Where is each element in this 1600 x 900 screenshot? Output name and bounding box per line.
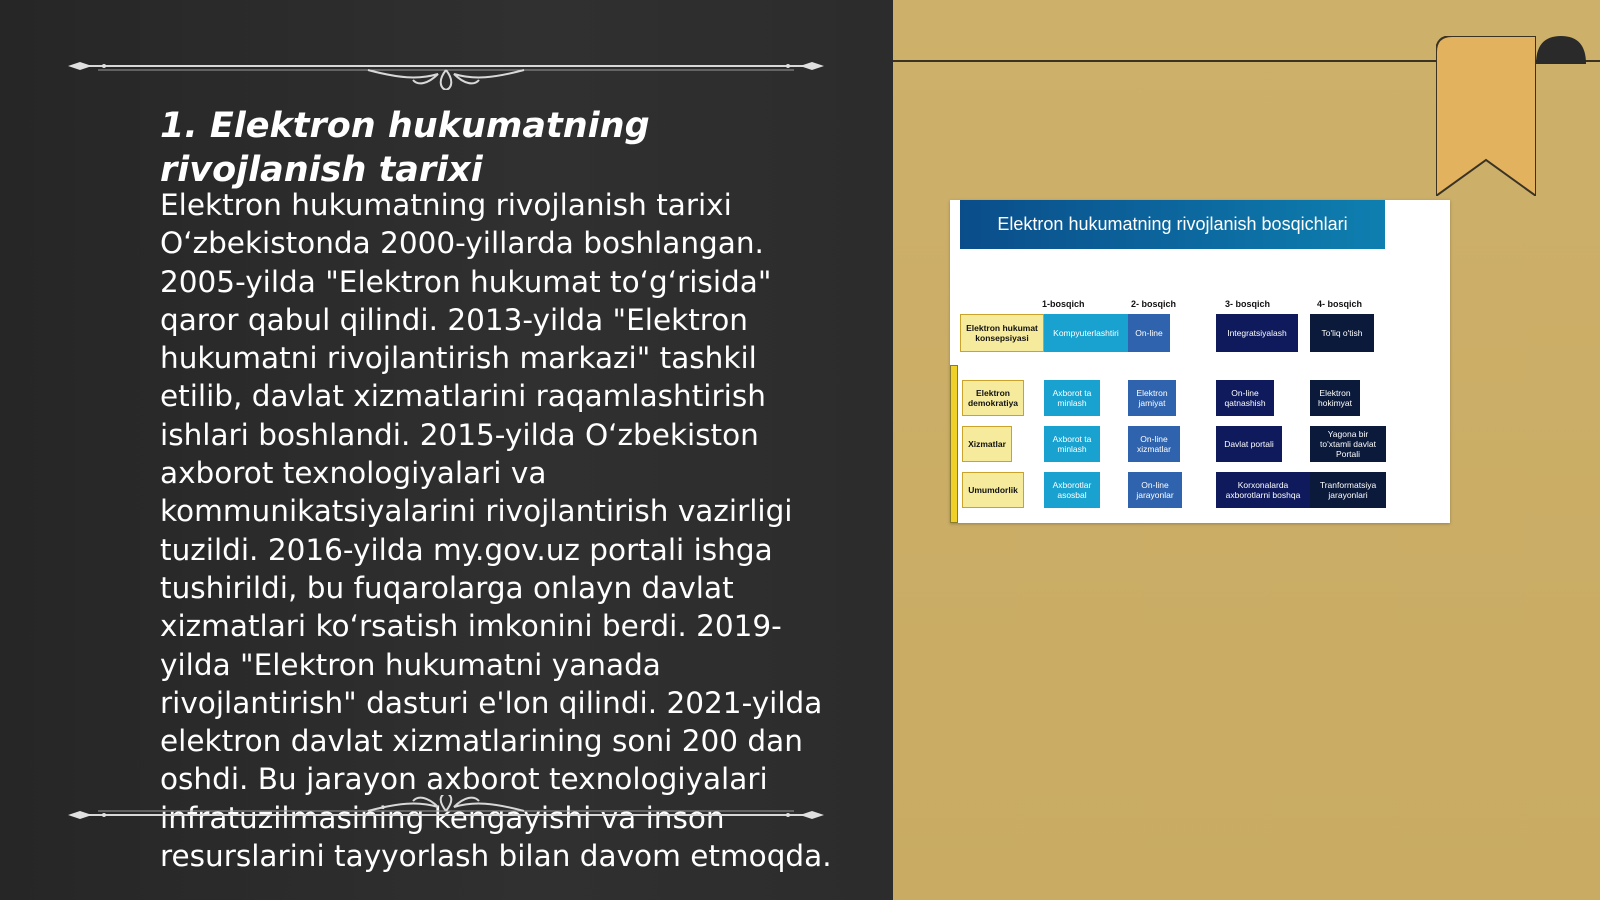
row-label-democracy: Elektron demokratiya xyxy=(962,380,1024,416)
general-stage-3: Korxonalarda axborotlarni boshqa xyxy=(1216,472,1310,508)
stage-1-label: 1-bosqich xyxy=(1042,299,1085,309)
democracy-stage-4: Elektron hokimyat xyxy=(1310,380,1360,416)
row-label-services: Xizmatlar xyxy=(962,426,1012,462)
ribbon-fold-icon xyxy=(1536,36,1586,64)
stage-3-label: 3- bosqich xyxy=(1225,299,1271,309)
bookmark-ribbon-icon xyxy=(1436,36,1536,196)
row-label-general: Umumdorlik xyxy=(962,472,1024,508)
general-stage-2: On-line jarayonlar xyxy=(1128,472,1182,508)
democracy-stage-3: On-line qatnashish xyxy=(1216,380,1274,416)
democracy-stage-2: Elektron jamiyat xyxy=(1128,380,1176,416)
rows-bracket xyxy=(950,365,958,523)
general-stage-1: Axborotlar asosbal xyxy=(1044,472,1100,508)
stage-2-label: 2- bosqich xyxy=(1131,299,1177,309)
computerization-box: Kompyuterlashtiri xyxy=(1044,314,1128,352)
top-ornament-divider xyxy=(68,50,824,90)
services-stage-4: Yagona bir to'xtamli davlat Portali xyxy=(1310,426,1386,462)
slide-title: 1. Elektron hukumatning rivojlanish tarixi xyxy=(160,106,650,190)
bottom-ornament-divider xyxy=(68,795,824,835)
services-stage-2: On-line xizmatlar xyxy=(1128,426,1180,462)
concept-box: Elektron hukumat konsepsiyasi xyxy=(960,314,1044,352)
services-stage-1: Axborot ta minlash xyxy=(1044,426,1100,462)
democracy-stage-1: Axborot ta minlash xyxy=(1044,380,1100,416)
integration-box: Integratsiyalash xyxy=(1216,314,1298,352)
diagram-title: Elektron hukumatning rivojlanish bosqichlari xyxy=(960,200,1385,249)
general-stage-4: Tranformatsiya jarayonlari xyxy=(1310,472,1386,508)
diagram-image xyxy=(950,200,1450,523)
online-box: On-line xyxy=(1128,314,1170,352)
services-stage-3: Davlat portali xyxy=(1216,426,1282,462)
stage-4-label: 4- bosqich xyxy=(1317,299,1363,309)
full-transition-box: To'liq o'tish xyxy=(1310,314,1374,352)
slide-body-text: Elektron hukumatning rivojlanish tarixi O‘zbekistonda 2000-yillarda boshlangan. 2005-yilda "Elektron hukumat to‘g‘risida" qaror qabul qilindi. 2013-yilda "Elektron hukumatni rivojlantirish markazi" tashkil etilib, davlat xizmatlarini raqamlashtirish ishlari boshlandi. 2015-yilda O‘zbekiston axborot texnologiyalari va kommunikatsiyalarini rivojlantirish vazirligi tuzildi. 2016-yilda my.gov.uz portali ishga tushirildi, bu fuqarolarga onlayn davlat xizmatlari ko‘rsatish imkonini berdi. 2019-yilda "Elektron hukumatni yanada rivojlantirish" dasturi e'lon qilindi. 2021-yilda elektron davlat xizmatlarining soni 200 dan oshdi. Bu jarayon axborot texnologiyalari infratuzilmasining kengayishi va inson resurslarini tayyorlash bilan davom etmoqda. xyxy=(160,188,832,874)
